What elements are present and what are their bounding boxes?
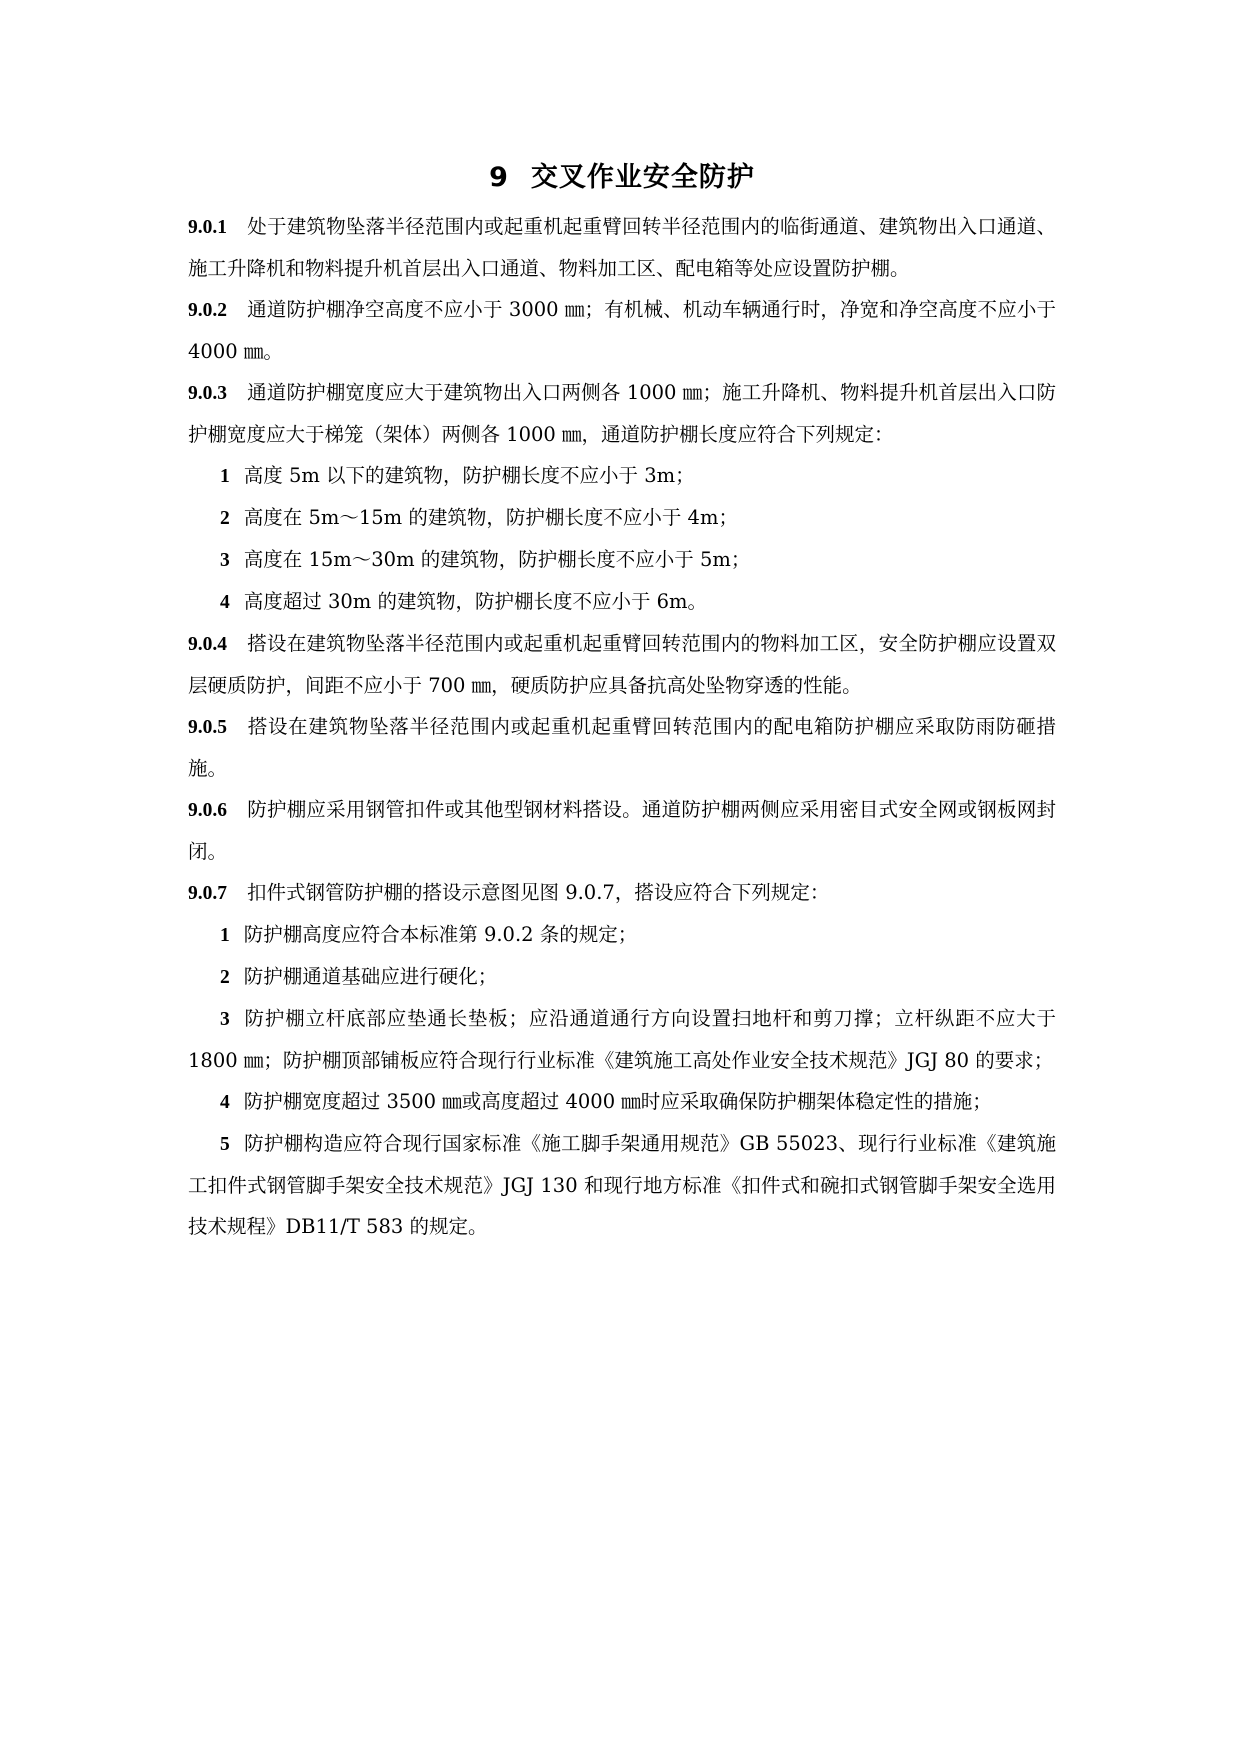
- clause-9-0-6: [188, 789, 1056, 872]
- clause-number: 9.0.1: [188, 217, 227, 238]
- item-text: 防护棚通道基础应进行硬化；: [243, 965, 498, 988]
- clause-9-0-4: [188, 623, 1056, 706]
- clause-9-0-2: [188, 289, 1056, 372]
- chapter-title-text: 交叉作业安全防护: [530, 162, 755, 193]
- clause-number: 9.0.7: [188, 883, 227, 904]
- clause-text: 通道防护棚净空高度不应小于 3000 ㎜；有机械、机动车辆通行时，净宽和净空高度不应小于 4000 ㎜。: [188, 298, 1056, 363]
- item-number: 3: [220, 1009, 230, 1030]
- list-item: [188, 497, 1056, 539]
- clause-text: 扣件式钢管防护棚的搭设示意图见图 9.0.7，搭设应符合下列规定：: [247, 881, 830, 904]
- item-text: 防护棚立杆底部应垫通长垫板；应沿通道通行方向设置扫地杆和剪刀撑；立杆纵距不应大于 1800 ㎜；防护棚顶部铺板应符合现行行业标准《建筑施工高处作业安全技术规范》JGJ 80 的要求；: [188, 1007, 1056, 1072]
- item-text: 高度在 5m～15m 的建筑物，防护棚长度不应小于 4m；: [243, 506, 738, 529]
- list-item: [188, 1081, 1056, 1123]
- list-item: [188, 539, 1056, 581]
- item-number: 4: [220, 1092, 230, 1113]
- item-text: 高度超过 30m 的建筑物，防护棚长度不应小于 6m。: [243, 590, 708, 613]
- item-number: 5: [220, 1134, 230, 1155]
- item-number: 4: [220, 592, 230, 613]
- document-page: [188, 160, 1056, 1247]
- clause-9-0-5: [188, 706, 1056, 789]
- clause-9-0-7: [188, 872, 1056, 914]
- clause-number: 9.0.5: [188, 717, 227, 738]
- clause-number: 9.0.2: [188, 300, 227, 321]
- item-number: 1: [220, 466, 230, 487]
- clause-text: 搭设在建筑物坠落半径范围内或起重机起重臂回转范围内的配电箱防护棚应采取防雨防砸措施。: [188, 715, 1056, 780]
- list-item: [188, 956, 1056, 998]
- item-text: 高度在 15m～30m 的建筑物，防护棚长度不应小于 5m；: [243, 548, 751, 571]
- item-text: 防护棚高度应符合本标准第 9.0.2 条的规定；: [243, 923, 638, 946]
- item-number: 2: [220, 967, 230, 988]
- clause-text: 搭设在建筑物坠落半径范围内或起重机起重臂回转范围内的物料加工区，安全防护棚应设置双层硬质防护，间距不应小于 700 ㎜，硬质防护应具备抗高处坠物穿透的性能。: [188, 632, 1056, 697]
- clause-9-0-1: [188, 206, 1056, 289]
- chapter-title: [188, 160, 1056, 196]
- item-text: 防护棚宽度超过 3500 ㎜或高度超过 4000 ㎜时应采取确保防护棚架体稳定性的措施；: [243, 1090, 992, 1113]
- clause-text: 通道防护棚宽度应大于建筑物出入口两侧各 1000 ㎜；施工升降机、物料提升机首层出入口防护棚宽度应大于梯笼（架体）两侧各 1000 ㎜，通道防护棚长度应符合下列规定：: [188, 381, 1056, 446]
- list-item: [188, 455, 1056, 497]
- item-number: 1: [220, 925, 230, 946]
- list-item: [188, 1123, 1056, 1247]
- item-number: 3: [220, 550, 230, 571]
- clause-text: 防护棚应采用钢管扣件或其他型钢材料搭设。通道防护棚两侧应采用密目式安全网或钢板网封闭。: [188, 798, 1056, 863]
- item-text: 高度 5m 以下的建筑物，防护棚长度不应小于 3m；: [243, 464, 695, 487]
- list-item: [188, 998, 1056, 1081]
- list-item: [188, 581, 1056, 623]
- item-number: 2: [220, 508, 230, 529]
- clause-number: 9.0.6: [188, 800, 227, 821]
- clause-number: 9.0.3: [188, 383, 227, 404]
- clause-number: 9.0.4: [188, 634, 227, 655]
- list-item: [188, 914, 1056, 956]
- clause-9-0-3: [188, 372, 1056, 455]
- clause-text: 处于建筑物坠落半径范围内或起重机起重臂回转半径范围内的临街通道、建筑物出入口通道、施工升降机和物料提升机首层出入口通道、物料加工区、配电箱等处应设置防护棚。: [188, 215, 1056, 280]
- chapter-number: 9: [489, 162, 509, 193]
- item-text: 防护棚构造应符合现行国家标准《施工脚手架通用规范》GB 55023、现行行业标准《建筑施工扣件式钢管脚手架安全技术规范》JGJ 130 和现行地方标准《扣件式和碗扣式钢管脚手架安全选用技术规程》DB11/T 583 的规定。: [188, 1132, 1056, 1238]
